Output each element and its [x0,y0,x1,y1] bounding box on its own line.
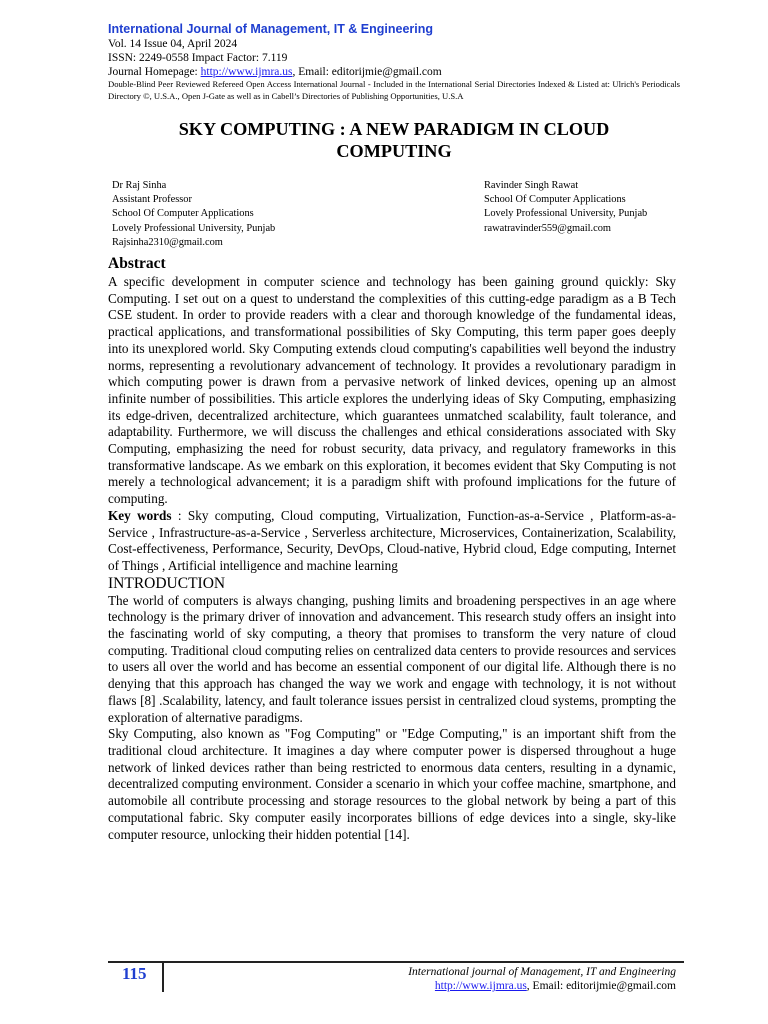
introduction-paragraph-1: The world of computers is always changing, pushing limits and broadening perspectives in an age where technology is the primary driver of innovation and advancement. This research study offers an insight into the fascinating world of sky computing, a theory that promises to transform the very nature of cloud computing. Traditional cloud computing relies on centralized data centers to provide resources and services to users all over the world and has become an essential component of our digital life. Although there is no denying that this approach has changed the way we work and engage with technology, it is not without flaws [8] .Scalability, latency, and fault tolerance issues persist in centralized cloud systems, prompting the exploration of alternative paradigms. [108,592,676,725]
footer-journal-name: International journal of Management, IT and Engineering [408,966,676,978]
paper-title [108,118,680,162]
author-department: School Of Computer Applications [112,208,254,220]
page-number: 115 [122,964,147,983]
journal-header [108,22,680,102]
introduction-heading: INTRODUCTION [108,574,226,592]
author-department: School Of Computer Applications [484,194,626,206]
homepage-label: Journal Homepage: [108,66,201,78]
author-name: Dr Raj Sinha [112,180,167,191]
index-note: Double-Blind Peer Reviewed Refereed Open Access International Journal - Included in the International Serial Directories Indexed & Listed at: Ulrich's Periodicals Directory ©, U.S.A., Open J-Gate as well as in Cabell’s Directories of Publishing Opportunities, U.S.A [108,79,680,101]
title-line-1: SKY COMPUTING : A NEW PARADIGM IN CLOUD [178,119,610,139]
journal-name: International Journal of Management, IT & Engineering [108,22,434,36]
author-university: Lovely Professional University, Punjab [112,222,276,234]
author-name: Ravinder Singh Rawat [484,180,579,191]
footer-contact [408,979,676,993]
issn-line: ISSN: 2249-0558 Impact Factor: 7.119 [108,52,288,64]
title-line-2: COMPUTING [336,141,452,161]
keywords-paragraph [108,508,676,575]
author-email: rawatravinder559@gmail.com [484,222,611,234]
abstract-heading: Abstract [108,255,166,272]
homepage-link[interactable]: http://www.ijmra.us [200,66,293,78]
author-university: Lovely Professional University, Punjab [484,208,648,220]
footer-link[interactable]: http://www.ijmra.us [434,980,527,992]
footer-divider [108,961,684,963]
paper-body [108,255,676,843]
footer-info [408,965,676,993]
footer-email: , Email: editorijmie@gmail.com [526,980,676,992]
volume-line: Vol. 14 Issue 04, April 2024 [108,38,238,50]
introduction-paragraph-2: Sky Computing, also known as "Fog Computing" or "Edge Computing," is an important shift from the traditional cloud architecture. It imagines a day where computer power is dispersed throughout a huge network of linked devices rather than being restricted to enormous data centers, resulting in a dynamic, decentralized computing environment. Consider a scenario in which your coffee machine, smartphone, and automobile all contribute processing and storage resources to the global network by being a part of this computational fabric. Sky computer easily incorporates billions of edge devices into a single, sky-like computer resource, unlocking their hidden potential [14]. [108,726,676,842]
author-email: Rajsinha2310@gmail.com [112,236,223,248]
author-role: Assistant Professor [112,194,192,206]
abstract-text: A specific development in computer science and technology has been gaining ground quickly: Sky Computing. I set out on a quest to understand the complexities of this cutting-edge paradigm as a B Tech CSE student. In order to provide readers with a clear and thorough knowledge of the fundamental ideas, practical applications, and transformational possibilities of Sky Computing, this term paper goes deeply into its unexplored world. Sky Computing extends cloud computing's capabilities well beyond the industry norms, representing a revolutionary advancement of technology. It provides a revolutionary paradigm in which computing power is drawn from a pervasive network of linked devices, opening up an almost infinite number of possibilities. This article explores the underlying ideas of Sky Computing, emphasizing its edge-driven, decentralized architecture, which guarantees unmatched scalability, fault tolerance, and adaptability. Furthermore, we will discuss the challenges and ethical considerations associated with Sky Computing, emphasizing the need for robust security, data privacy, and regulatory frameworks in this transformative landscape. As we embark on this exploration, it becomes evident that Sky Computing is not merely a technological advancement; it is a paradigm shift with profound implications for the future of computing. [108,274,676,507]
homepage-line [108,65,680,79]
page-number-divider [162,962,164,992]
header-email: , Email: editorijmie@gmail.com [292,66,442,78]
keywords-label: Key words [108,507,172,523]
author-block-2 [484,179,647,236]
keywords-text: : Sky computing, Cloud computing, Virtualization, Function-as-a-Service , Platform-as-a-Service , Infrastructure-as-a-Service , Serverless architecture, Microservices, Containerization, Scalability, Cost-effectiveness, Performance, Security, DevOps, Cloud-native, Hybrid cloud, Edge computing, Internet of Things , Artificial intelligence and machine learning [108,507,676,573]
author-block-1 [112,179,275,250]
